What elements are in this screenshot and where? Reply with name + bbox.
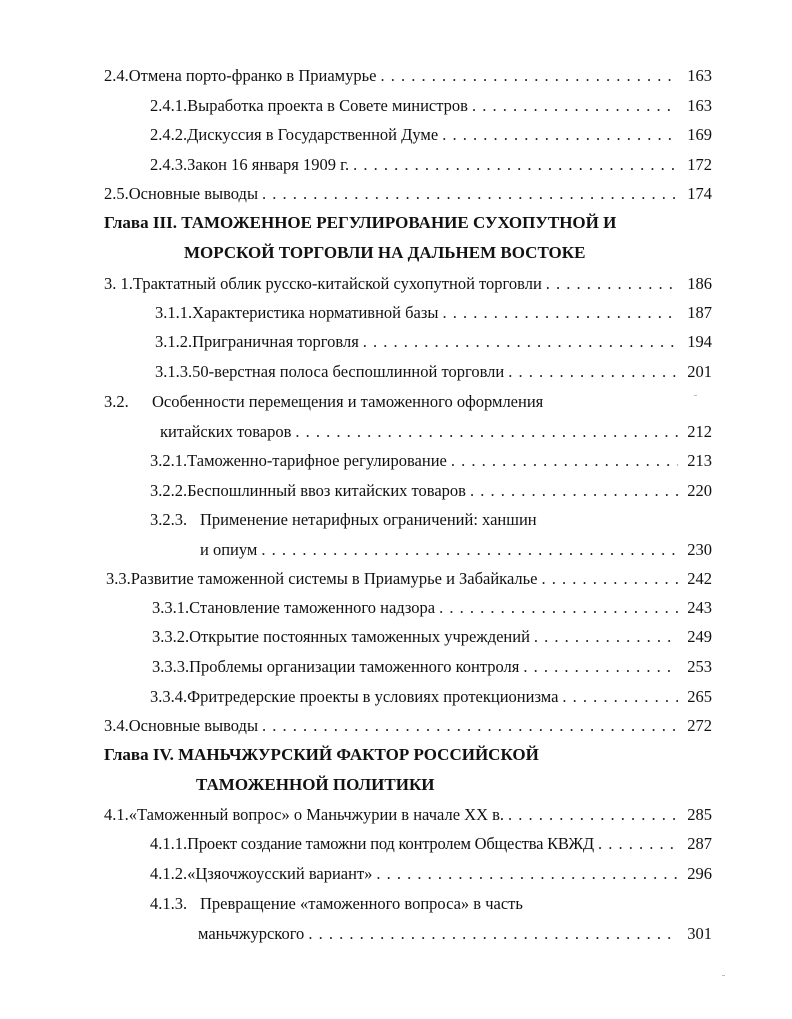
toc-title: Таможенно-тарифное регулирование [187, 451, 447, 470]
leader-dots [295, 418, 678, 446]
toc-page: 243 [687, 598, 712, 617]
toc-entry [104, 270, 712, 298]
toc-title: Превращение «таможенного вопроса» в часть [200, 894, 523, 913]
toc-entry [106, 565, 712, 593]
toc-number: 3.2. [104, 392, 129, 411]
leader-dots [353, 151, 678, 179]
leader-dots [442, 121, 678, 149]
toc-entry [104, 388, 712, 416]
leader-dots [542, 565, 679, 593]
toc-title: Проблемы организации таможенного контроля [189, 657, 520, 676]
toc-entry [150, 477, 712, 505]
toc-entry [104, 62, 712, 90]
toc-entry [150, 447, 712, 475]
toc-page: 249 [687, 627, 712, 646]
toc-page: 287 [687, 834, 712, 853]
toc-page: 265 [687, 687, 712, 706]
leader-dots [262, 180, 678, 208]
toc-number: 3.2.1. [150, 451, 188, 470]
leader-dots [534, 623, 678, 651]
toc-entry [152, 623, 712, 651]
leader-dots [380, 62, 678, 90]
toc-number: 3.3.1. [152, 598, 190, 617]
toc-number: 3.2.3. [150, 510, 188, 529]
toc-title-continued: маньчжурского [198, 924, 305, 943]
toc-page: 285 [687, 805, 712, 824]
toc-page: 220 [687, 481, 712, 500]
chapter-heading-continued: ТАМОЖЕННОЙ ПОЛИТИКИ [196, 775, 435, 794]
toc-entry [150, 860, 712, 888]
toc-title: Применение нетарифных ограничений: ханшин [200, 510, 537, 529]
toc-number: 2.4.1. [150, 96, 188, 115]
leader-dots [261, 536, 678, 564]
chapter-heading: Глава III. ТАМОЖЕННОЕ РЕГУЛИРОВАНИЕ СУХОПУТНОЙ И [104, 213, 617, 232]
toc-number: 3.1.1. [155, 303, 193, 322]
toc-number: 3.3. [106, 569, 131, 588]
toc-page: 186 [687, 274, 712, 293]
leader-dots [472, 92, 678, 120]
toc-number: 3.4. [104, 716, 129, 735]
toc-page: 242 [687, 569, 712, 588]
toc-entry [152, 653, 712, 681]
leader-dots [508, 801, 678, 829]
toc-entry [150, 506, 712, 534]
scan-speck [694, 395, 697, 396]
toc-title: Трактатный облик русско-китайской сухопутной торговли [132, 274, 542, 293]
toc-entry [155, 328, 712, 356]
toc-number: 3.2.2. [150, 481, 188, 500]
leader-dots [262, 712, 678, 740]
toc-entry [150, 890, 712, 918]
toc-number: 3.1.2. [155, 332, 193, 351]
toc-entry [150, 151, 712, 179]
toc-number: 3.3.4. [150, 687, 188, 706]
toc-page: 174 [687, 184, 712, 203]
leader-dots [308, 920, 678, 948]
toc-number: 2.5. [104, 184, 129, 203]
toc-entry [155, 299, 712, 327]
leader-dots [523, 653, 678, 681]
leader-dots [442, 299, 678, 327]
toc-title-continued: и опиум [200, 540, 258, 559]
toc-page: 230 [687, 540, 712, 559]
leader-dots [376, 860, 678, 888]
toc-page: 187 [687, 303, 712, 322]
toc-number: 3. 1. [104, 274, 133, 293]
toc-entry [152, 594, 712, 622]
toc-title: Беспошлинный ввоз китайских товаров [187, 481, 466, 500]
toc-entry [150, 683, 712, 711]
toc-number: 4.1.2. [150, 864, 188, 883]
toc-title: Развитие таможенной системы в Приамурье и Забайкалье [130, 569, 538, 588]
toc-title: Характеристика нормативной базы [192, 303, 439, 322]
toc-page: 301 [687, 924, 712, 943]
toc-title: Проект создание таможни под контролем Общества КВЖД [187, 834, 594, 853]
toc-number: 4.1.1. [150, 834, 188, 853]
toc-entry [155, 358, 712, 386]
chapter-heading: Глава IV. МАНЬЧЖУРСКИЙ ФАКТОР РОССИЙСКОЙ [104, 745, 539, 764]
toc-entry [150, 121, 712, 149]
toc-title: Фритредерские проекты в условиях протекционизма [187, 687, 559, 706]
toc-title-continued: китайских товаров [160, 422, 292, 441]
toc-entry [104, 712, 712, 740]
scan-speck [722, 975, 725, 976]
toc-number: 3.3.3. [152, 657, 190, 676]
toc-title: Становление таможенного надзора [189, 598, 436, 617]
toc-entry-continued [200, 536, 712, 564]
toc-number: 2.4.3. [150, 155, 188, 174]
leader-dots [562, 683, 678, 711]
toc-title: Открытие постоянных таможенных учреждений [189, 627, 530, 646]
toc-entry [104, 180, 712, 208]
toc-number: 4.1.3. [150, 894, 188, 913]
toc-title: «Таможенный вопрос» о Маньчжурии в начале XX в. [128, 805, 505, 824]
toc-entry [150, 830, 712, 858]
toc-page: 212 [687, 422, 712, 441]
toc-page: 213 [687, 451, 712, 470]
toc-title: Закон 16 января 1909 г. [187, 155, 350, 174]
toc-number: 2.4. [104, 66, 129, 85]
leader-dots [363, 328, 678, 356]
toc-title: 50-верстная полоса беспошлинной торговли [192, 362, 505, 381]
toc-title: Приграничная торговля [192, 332, 359, 351]
toc-page: 253 [687, 657, 712, 676]
toc-entry-continued [160, 418, 712, 446]
chapter-heading-continued: МОРСКОЙ ТОРГОВЛИ НА ДАЛЬНЕМ ВОСТОКЕ [184, 243, 586, 262]
leader-dots [546, 270, 678, 298]
toc-entry-continued [198, 920, 712, 948]
toc-page: 296 [687, 864, 712, 883]
toc-number: 2.4.2. [150, 125, 188, 144]
toc-page: 201 [687, 362, 712, 381]
toc-title: «Цзяочжоусский вариант» [187, 864, 373, 883]
leader-dots [508, 358, 678, 386]
toc-number: 4.1. [104, 805, 129, 824]
toc-page: 272 [687, 716, 712, 735]
toc-entry [104, 801, 712, 829]
toc-page: 172 [687, 155, 712, 174]
leader-dots [451, 447, 678, 475]
toc-page: 169 [687, 125, 712, 144]
leader-dots [439, 594, 678, 622]
toc-title: Выработка проекта в Совете министров [187, 96, 468, 115]
toc-title: Дискуссия в Государственной Думе [187, 125, 439, 144]
toc-page: 194 [687, 332, 712, 351]
toc-title: Особенности перемещения и таможенного оформления [152, 392, 544, 411]
toc-page: 163 [687, 96, 712, 115]
toc-number: 3.1.3. [155, 362, 193, 381]
leader-dots [470, 477, 678, 505]
toc-number: 3.3.2. [152, 627, 190, 646]
toc-title: Основные выводы [128, 716, 259, 735]
leader-dots [598, 830, 678, 858]
toc-title: Основные выводы [128, 184, 259, 203]
toc-title: Отмена порто-франко в Приамурье [128, 66, 377, 85]
toc-entry [150, 92, 712, 120]
toc-page: 163 [687, 66, 712, 85]
